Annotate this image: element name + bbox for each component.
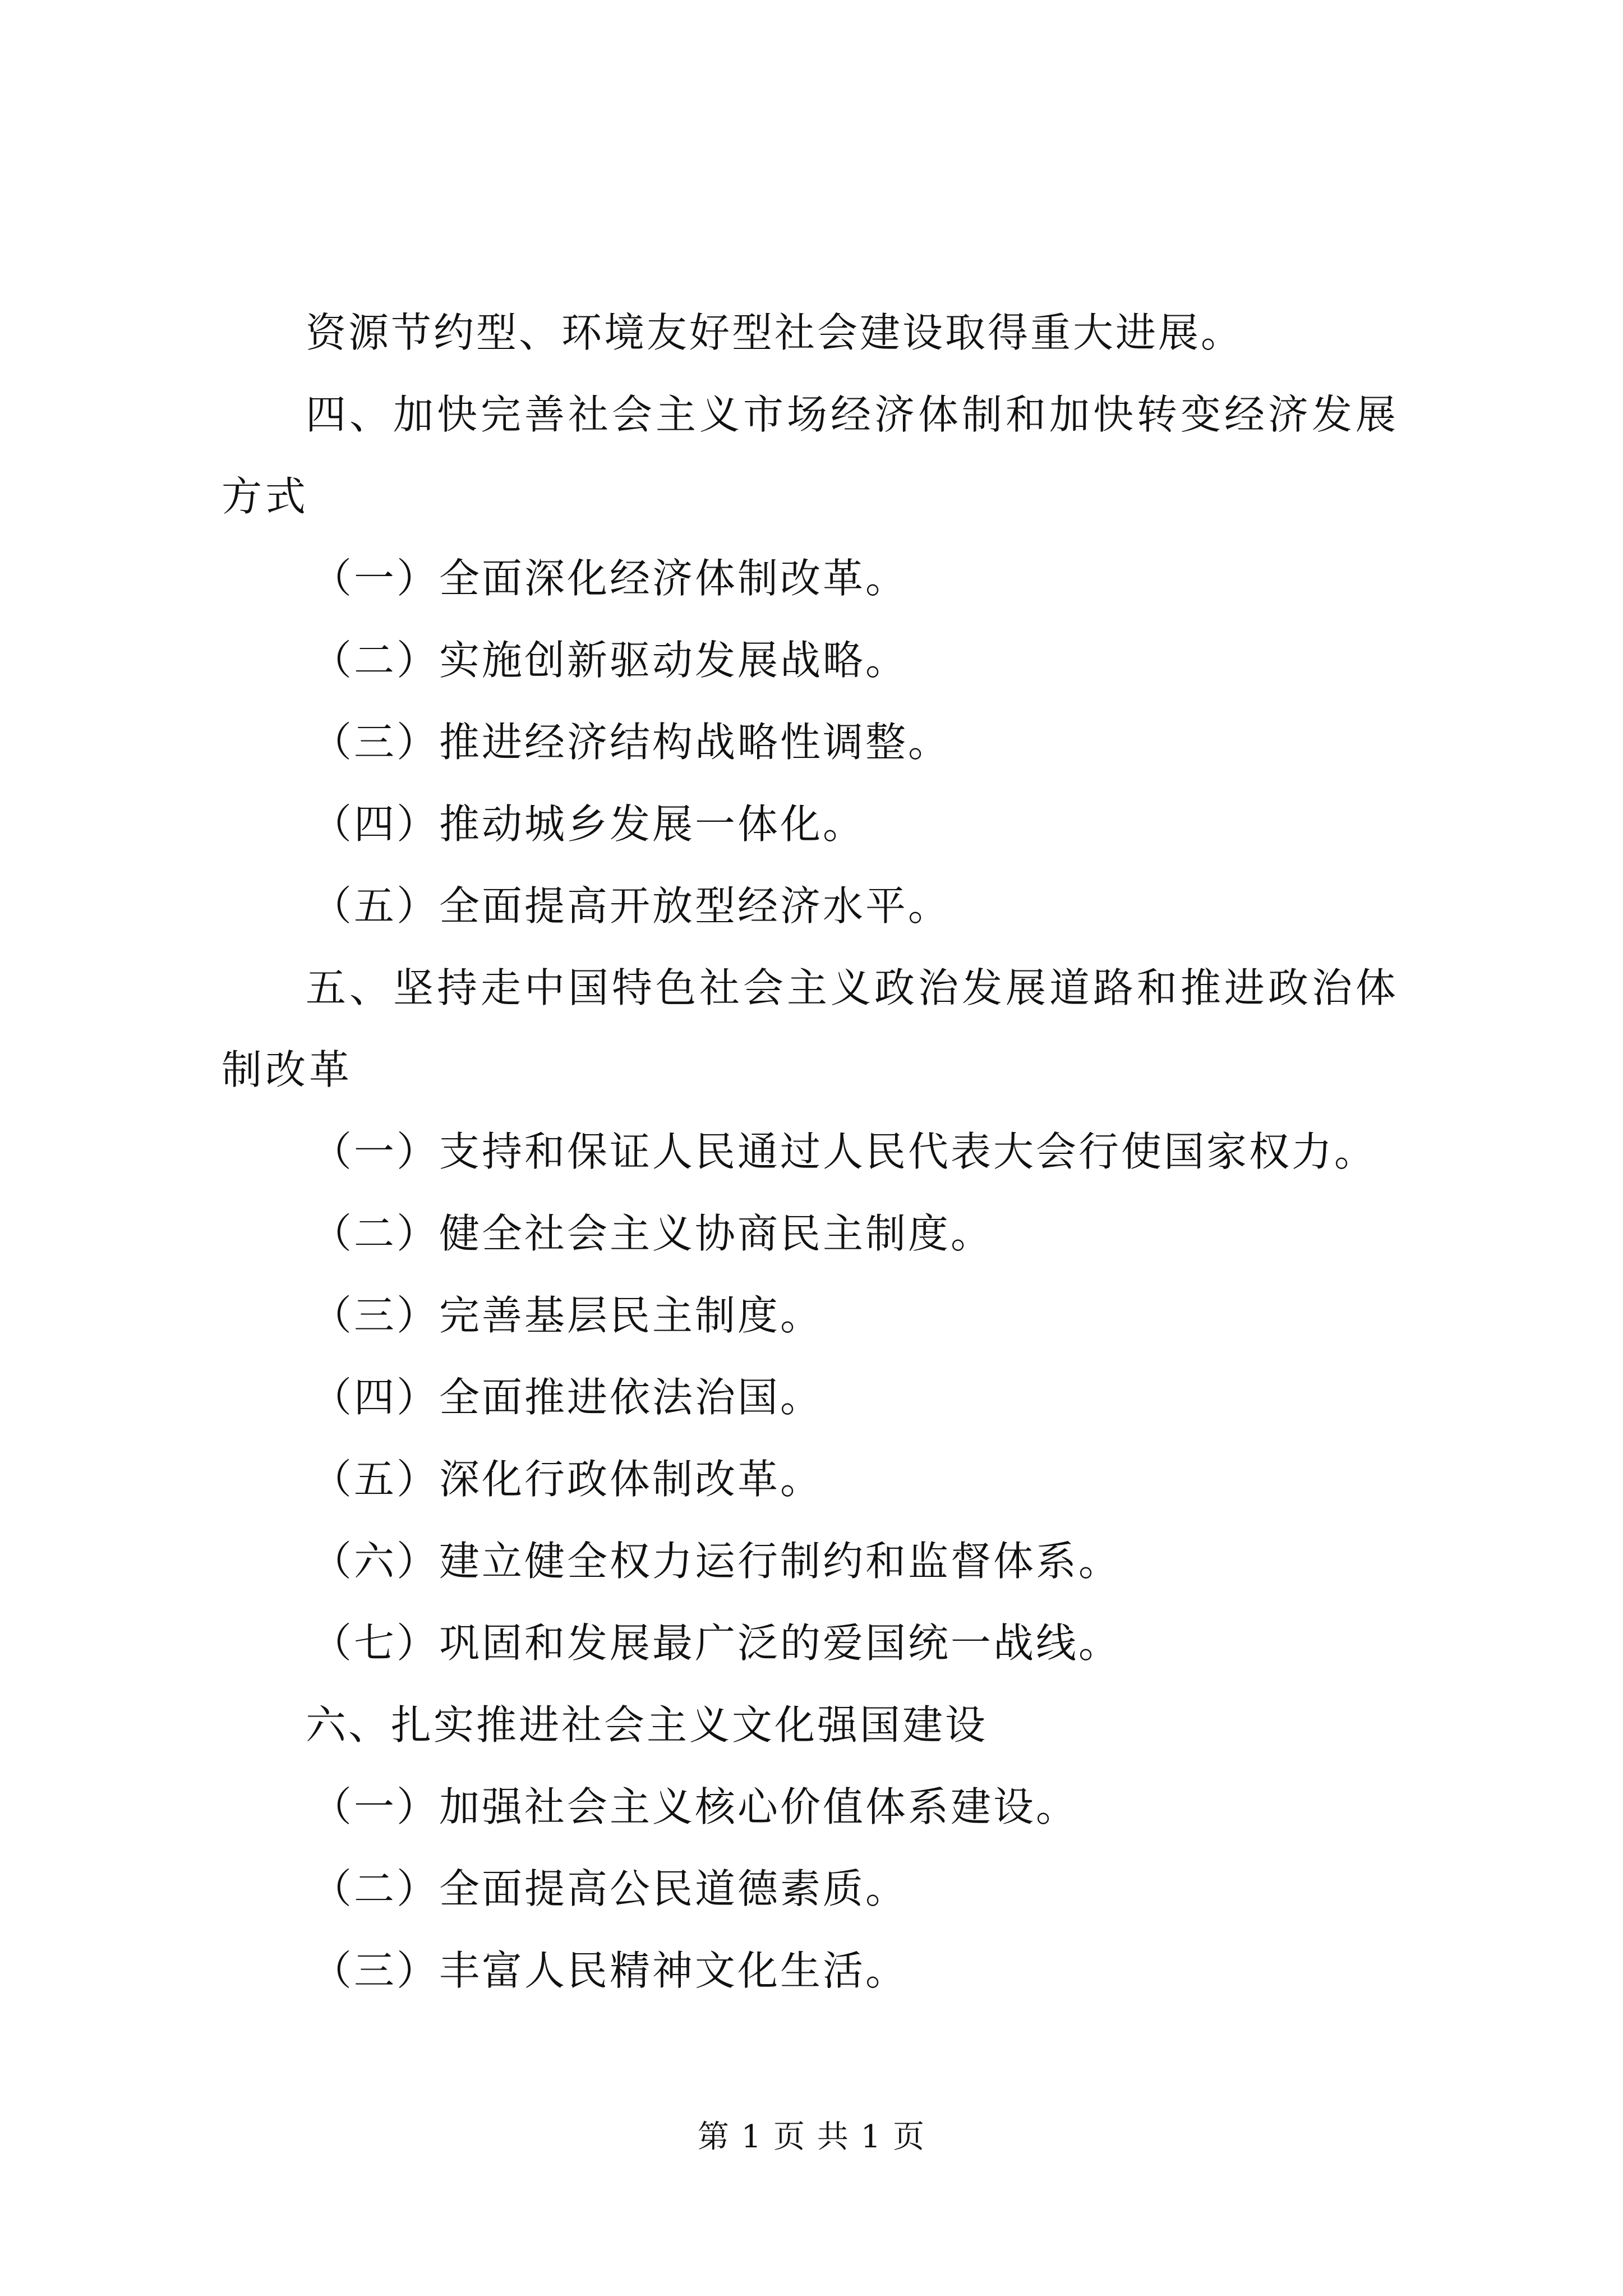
list-item: （二）实施创新驱动发展战略。: [311, 637, 909, 684]
list-item: （一）支持和保证人民通过人民代表大会行使国家权力。: [311, 1128, 1377, 1175]
list-item: （三）丰富人民精神文化生活。: [311, 1947, 909, 1994]
body-line: 资源节约型、环境友好型社会建设取得重大进展。: [306, 309, 1244, 356]
list-item: （四）推动城乡发展一体化。: [311, 800, 866, 848]
document-body: [222, 292, 1422, 2012]
list-item: （一）加强社会主义核心价值体系建设。: [311, 1783, 1079, 1830]
list-item: （一）全面深化经济体制改革。: [311, 555, 909, 602]
section-heading-5: 五、坚持走中国特色社会主义政治发展道路和推进政治体制改革: [222, 964, 1400, 1093]
list-item: （四）全面推进依法治国。: [311, 1374, 823, 1421]
list-item: （七）巩固和发展最广泛的爱国统一战线。: [311, 1619, 1122, 1667]
list-item: （二）全面提高公民道德素质。: [311, 1865, 909, 1912]
list-item: （二）健全社会主义协商民主制度。: [311, 1210, 994, 1257]
list-item: （五）全面提高开放型经济水平。: [311, 882, 951, 930]
list-item: （三）推进经济结构战略性调整。: [311, 719, 951, 766]
list-item: （三）完善基层民主制度。: [311, 1292, 823, 1339]
section-heading-4: 四、加快完善社会主义市场经济体制和加快转变经济发展方式: [222, 391, 1400, 520]
page-number-footer: 第 1 页 共 1 页: [697, 2119, 926, 2155]
section-heading-6: 六、扎实推进社会主义文化强国建设: [306, 1701, 988, 1749]
list-item: （五）深化行政体制改革。: [311, 1456, 823, 1503]
list-item: （六）建立健全权力运行制约和监督体系。: [311, 1538, 1122, 1585]
